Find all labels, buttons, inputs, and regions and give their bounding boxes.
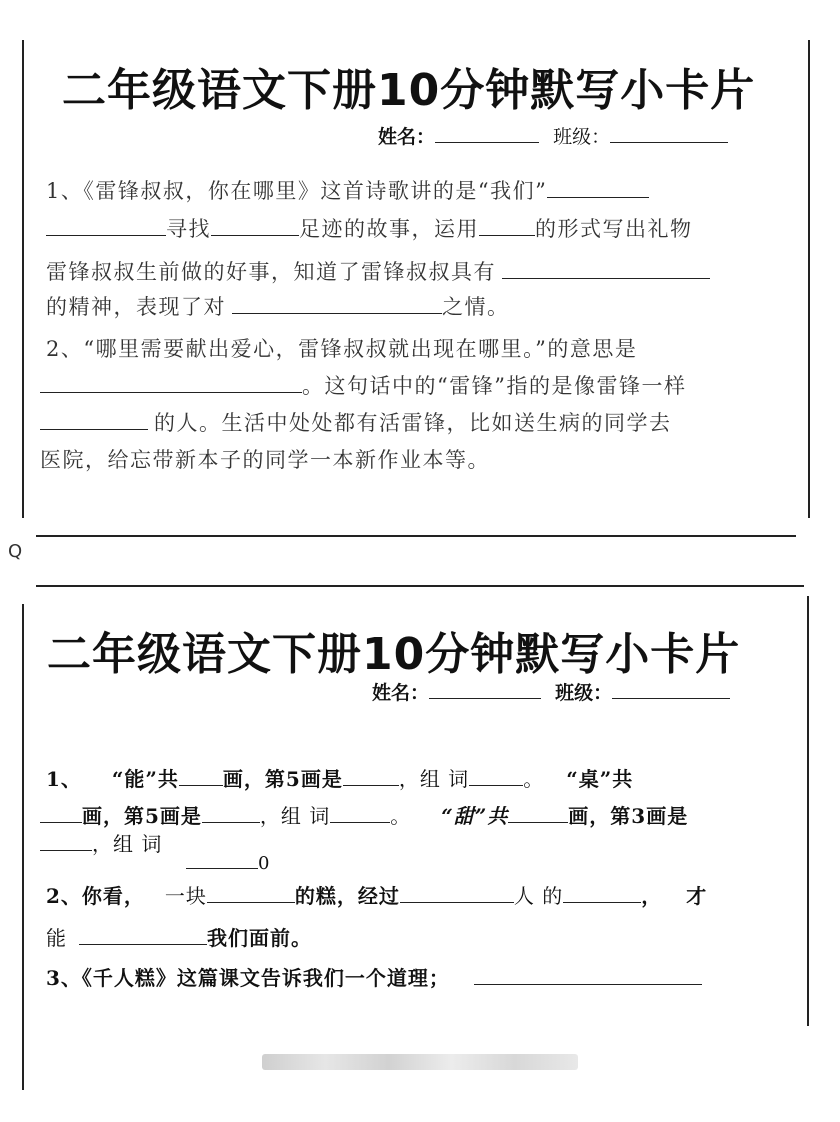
card2-title: 二年级语文下册10分钟默写小卡片 — [47, 629, 741, 680]
card2-q1-line-1 — [46, 763, 633, 792]
card2-name-field[interactable] — [429, 680, 541, 699]
card2-q1-zhuo-word: ，组 词 — [259, 804, 331, 828]
card1-text-people: 的人。生活中处处都有活雷锋，比如送生病的同学去 — [154, 411, 672, 435]
card2-class-field[interactable] — [612, 680, 730, 699]
card1-text-deeds: 雷锋叔叔生前做的好事，知道了雷锋叔叔具有 — [46, 260, 496, 284]
card2-name-class-row — [372, 678, 730, 705]
card1-blank-3[interactable] — [211, 217, 299, 236]
card2-blank-2[interactable] — [343, 767, 399, 786]
card2-q1-neng-fifth: 画，第5画是 — [222, 767, 343, 791]
card2-blank-11[interactable] — [400, 884, 514, 903]
card1-name-label: 姓名： — [378, 126, 436, 148]
card2-q1-zhuo-fifth: 画，第5画是 — [82, 804, 202, 828]
card1-name-class-row — [378, 122, 728, 149]
card2-q2-cake: 的糕，经过 — [294, 884, 400, 908]
card1-class-field[interactable] — [610, 124, 728, 143]
card2-blank-1[interactable] — [179, 767, 223, 786]
card1-line-6 — [40, 370, 686, 400]
card2-q2-people: 人 的 — [513, 884, 564, 908]
card2-top-line — [36, 585, 804, 587]
card1-blank-4[interactable] — [479, 217, 535, 236]
card1-blank-2[interactable] — [46, 217, 166, 236]
card2-q1-number: 1、 — [46, 767, 82, 791]
card1-line-2 — [46, 213, 693, 243]
card1-bottom-line — [36, 535, 796, 537]
card2-blank-3[interactable] — [469, 767, 523, 786]
card2-q2-piece: 一块 — [164, 884, 207, 908]
card1-blank-1[interactable] — [547, 179, 649, 198]
card1-line-8 — [40, 444, 490, 474]
card2-q2-comma: ， — [641, 884, 663, 908]
card2-blank-4[interactable] — [40, 804, 82, 823]
card2-left-border — [22, 604, 24, 1090]
card2-q1-zero: 0 — [258, 853, 271, 874]
card2-blank-5[interactable] — [202, 804, 260, 823]
card1-text-leifeng: 。这句话中的“雷锋”指的是像雷锋一样 — [302, 374, 687, 398]
card1-q1-text: 1、《雷锋叔叔，你在哪里》这首诗歌讲的是“我们” — [46, 179, 548, 203]
card1-text-footprint: 足迹的故事，运用 — [299, 217, 479, 241]
card1-line-3 — [46, 256, 710, 286]
card2-q1-line-3 — [40, 828, 162, 857]
card2-blank-10[interactable] — [207, 884, 295, 903]
card2-q1-line-4 — [186, 850, 270, 874]
card2-q1-period-1: 。 — [523, 767, 545, 791]
card2-blank-7[interactable] — [508, 804, 568, 823]
card2-q1-neng-strokes: “能”共 — [111, 767, 179, 791]
card1-name-field[interactable] — [435, 124, 539, 143]
separator-mark: Q — [8, 541, 23, 562]
card1-blank-8[interactable] — [40, 411, 148, 430]
card1-blank-5[interactable] — [502, 260, 710, 279]
card2-q1-tian-word: ，组 词 — [92, 832, 163, 856]
card2-blank-14[interactable] — [474, 966, 702, 985]
card1-right-border — [808, 40, 810, 518]
card2-blank-8[interactable] — [40, 832, 92, 851]
card2-q1-tian-third: 画，第3画是 — [568, 804, 689, 828]
card2-blank-12[interactable] — [563, 884, 641, 903]
card1-line-7 — [40, 407, 672, 437]
card1-text-spirit: 的精神，表现了对 — [46, 295, 226, 319]
card1-blank-6[interactable] — [232, 295, 442, 314]
card2-q2-cai: 才 — [686, 884, 708, 908]
card2-q2-line-1 — [46, 880, 707, 909]
card2-q2-neng: 能 — [46, 926, 67, 950]
card2-q3-line — [46, 962, 702, 991]
card2-right-border — [807, 596, 809, 1026]
card2-blank-6[interactable] — [330, 804, 390, 823]
card1-class-label: 班级： — [553, 126, 611, 148]
card1-q2-text: 2、“哪里需要献出爱心，雷锋叔叔就出现在哪里。”的意思是 — [46, 337, 638, 361]
card1-title: 二年级语文下册10分钟默写小卡片 — [62, 65, 756, 116]
blurred-watermark — [262, 1054, 578, 1070]
card1-text-feeling: 之情。 — [442, 295, 510, 319]
card2-q1-zhuo-strokes: “桌”共 — [566, 767, 634, 791]
card2-q2-front: 我们面前。 — [207, 926, 312, 950]
card1-text-form: 的形式写出礼物 — [535, 217, 693, 241]
card2-q1-tian-strokes: “甜”共 — [441, 804, 509, 828]
card2-q2-intro: 2、你看， — [46, 884, 145, 908]
card1-text-seek: 寻找 — [166, 217, 211, 241]
card2-name-label: 姓名： — [372, 682, 430, 704]
card2-blank-9[interactable] — [186, 850, 258, 869]
card1-line-1 — [46, 175, 649, 205]
card1-blank-7[interactable] — [40, 374, 302, 393]
card2-blank-13[interactable] — [79, 926, 207, 945]
card2-class-label: 班级： — [555, 682, 613, 704]
card1-line-4 — [46, 291, 510, 321]
card2-q3-text: 3、《千人糕》这篇课文告诉我们一个道理； — [46, 966, 450, 990]
card1-text-hospital: 医院，给忘带新本子的同学一本新作业本等。 — [40, 448, 490, 472]
card2-q1-period-2: 。 — [390, 804, 412, 828]
card1-left-border — [22, 40, 24, 518]
card2-q1-neng-word: ，组 词 — [398, 767, 470, 791]
card1-line-5 — [46, 333, 637, 363]
card2-q2-line-2 — [46, 922, 312, 951]
card2-q1-line-2 — [40, 800, 688, 829]
